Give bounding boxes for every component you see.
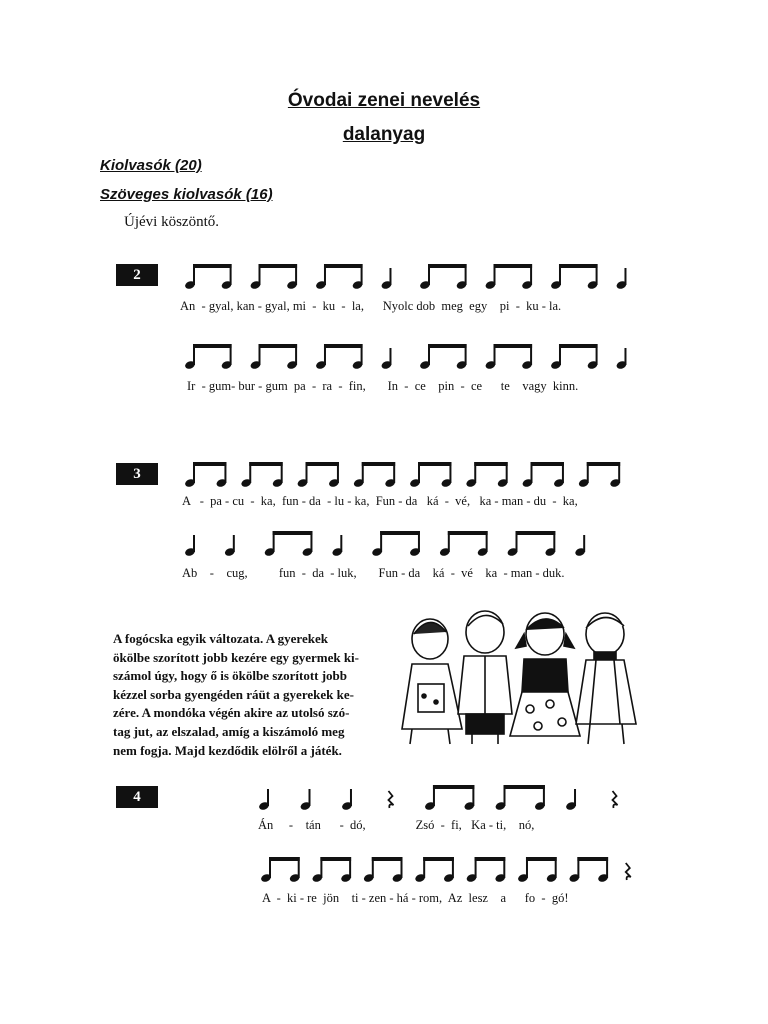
note-beam bbox=[433, 785, 474, 789]
quarter-note bbox=[565, 789, 577, 811]
note-beam bbox=[324, 264, 363, 268]
beamed-eighth-notes bbox=[550, 264, 598, 290]
beamed-eighth-notes bbox=[439, 531, 489, 557]
song-number-badge: 2 bbox=[116, 264, 158, 286]
beamed-eighth-notes bbox=[250, 344, 298, 370]
beamed-eighth-notes bbox=[240, 462, 283, 488]
quarter-note bbox=[258, 789, 270, 811]
beamed-eighth-notes bbox=[507, 531, 557, 557]
section-heading-kiolvasok: Kiolvasók (20) bbox=[100, 157, 202, 174]
lyrics-line: A - ki - re jön ti - zen - há - rom, Az lesz a fo - gó! bbox=[262, 891, 569, 905]
quarter-note bbox=[331, 535, 343, 557]
quarter-note bbox=[300, 789, 312, 811]
note-beam bbox=[493, 264, 532, 268]
quarter-note bbox=[616, 348, 628, 370]
note-beam bbox=[249, 462, 282, 466]
note-beam bbox=[428, 344, 467, 348]
beamed-eighth-notes bbox=[260, 857, 301, 883]
note-beam bbox=[503, 785, 544, 789]
note-beam bbox=[428, 264, 467, 268]
beamed-eighth-notes bbox=[297, 462, 340, 488]
beamed-eighth-notes bbox=[419, 344, 467, 370]
quarter-note bbox=[224, 535, 236, 557]
note-beam bbox=[526, 857, 557, 861]
note-beam bbox=[423, 857, 454, 861]
note-beam bbox=[362, 462, 395, 466]
song-title: Újévi köszöntő. bbox=[124, 214, 219, 230]
rhythm-notation bbox=[262, 855, 652, 885]
beamed-eighth-notes bbox=[485, 264, 533, 290]
beamed-eighth-notes bbox=[184, 344, 232, 370]
beamed-eighth-notes bbox=[315, 264, 363, 290]
quarter-note bbox=[574, 535, 586, 557]
note-beam bbox=[559, 264, 598, 268]
beamed-eighth-notes bbox=[353, 462, 396, 488]
beamed-eighth-notes bbox=[466, 857, 507, 883]
lyrics-line: An - gyal, kan - gyal, mi - ku - la, Nyolc dob meg egy pi - ku - la. bbox=[180, 299, 562, 313]
quarter-note bbox=[184, 535, 196, 557]
rhythm-notation bbox=[186, 342, 656, 372]
quarter-rest bbox=[626, 863, 631, 880]
beamed-eighth-notes bbox=[311, 857, 352, 883]
note-beam bbox=[269, 857, 300, 861]
beamed-eighth-notes bbox=[250, 264, 298, 290]
beamed-eighth-notes bbox=[409, 462, 452, 488]
lyrics-line: Ir - gum- bur - gum pa - ra - fin, In - ce pin - ce te vagy kinn. bbox=[187, 379, 579, 393]
rhythm-notation bbox=[186, 529, 616, 559]
beamed-eighth-notes bbox=[485, 344, 533, 370]
song-number-badge: 3 bbox=[116, 463, 158, 485]
quarter-note bbox=[341, 789, 353, 811]
children-illustration bbox=[400, 604, 645, 749]
note-beam bbox=[559, 344, 598, 348]
lyrics-line: Án - tán - dó, Zsó - fi, Ka - ti, nó, bbox=[258, 818, 535, 832]
beamed-eighth-notes bbox=[522, 462, 565, 488]
note-beam bbox=[516, 531, 556, 535]
note-beam bbox=[320, 857, 351, 861]
note-beam bbox=[193, 344, 232, 348]
section-heading-szoveges: Szöveges kiolvasók (16) bbox=[100, 186, 273, 203]
note-beam bbox=[258, 344, 297, 348]
note-beam bbox=[448, 531, 488, 535]
note-beam bbox=[475, 857, 506, 861]
rhythm-notation bbox=[186, 460, 636, 490]
note-beam bbox=[531, 462, 564, 466]
description-line: nem fogja. Majd kezdődik elölről a játék. bbox=[113, 742, 342, 758]
song-number-badge: 4 bbox=[116, 786, 158, 808]
beamed-eighth-notes bbox=[184, 264, 232, 290]
beamed-eighth-notes bbox=[517, 857, 558, 883]
note-beam bbox=[306, 462, 339, 466]
game-description bbox=[113, 630, 403, 760]
description-line: A fogócska egyik változata. A gyerekek bbox=[113, 631, 328, 646]
description-line: kézzel sorba gyengéden ráüt a gyerekek ke- bbox=[113, 686, 354, 702]
beamed-eighth-notes bbox=[315, 344, 363, 370]
note-beam bbox=[324, 344, 363, 348]
note-beam bbox=[418, 462, 451, 466]
description-line: számol úgy, hogy ő is ökölbe szorított jobb bbox=[113, 668, 348, 684]
beamed-eighth-notes bbox=[495, 785, 546, 811]
note-beam bbox=[493, 344, 532, 348]
lyrics-line: A - pa - cu - ka, fun - da - lu - ka, Fun - da ká - vé, ka - man - du - ka, bbox=[182, 494, 578, 508]
lyrics-line: Ab - cug, fun - da - luk, Fun - da ká - vé ka - man - duk. bbox=[182, 566, 565, 580]
quarter-note bbox=[381, 268, 393, 290]
note-beam bbox=[372, 857, 403, 861]
note-beam bbox=[193, 264, 232, 268]
beamed-eighth-notes bbox=[419, 264, 467, 290]
page-subtitle: dalanyag bbox=[342, 124, 426, 145]
beamed-eighth-notes bbox=[568, 857, 609, 883]
beamed-eighth-notes bbox=[414, 857, 455, 883]
beamed-eighth-notes bbox=[371, 531, 421, 557]
beamed-eighth-notes bbox=[424, 785, 475, 811]
beamed-eighth-notes bbox=[184, 462, 227, 488]
note-beam bbox=[258, 264, 297, 268]
quarter-note bbox=[616, 268, 628, 290]
beamed-eighth-notes bbox=[550, 344, 598, 370]
note-beam bbox=[587, 462, 620, 466]
quarter-note bbox=[381, 348, 393, 370]
note-beam bbox=[474, 462, 507, 466]
note-beam bbox=[380, 531, 420, 535]
beamed-eighth-notes bbox=[363, 857, 404, 883]
rhythm-notation bbox=[260, 783, 650, 813]
rhythm-notation bbox=[186, 262, 656, 292]
note-beam bbox=[193, 462, 226, 466]
beamed-eighth-notes bbox=[465, 462, 508, 488]
beamed-eighth-notes bbox=[578, 462, 621, 488]
description-line: tag jut, az elszalad, amíg a kiszámoló meg bbox=[113, 723, 345, 739]
quarter-rest bbox=[613, 791, 618, 808]
note-beam bbox=[577, 857, 608, 861]
quarter-rest bbox=[388, 791, 393, 808]
description-line: zére. A mondóka végén akire az utolsó szó- bbox=[113, 705, 350, 721]
beamed-eighth-notes bbox=[264, 531, 314, 557]
note-beam bbox=[273, 531, 313, 535]
description-line: ökölbe szorított jobb kezére egy gyermek ki- bbox=[113, 649, 359, 665]
page-title: Óvodai zenei nevelés bbox=[287, 90, 481, 111]
